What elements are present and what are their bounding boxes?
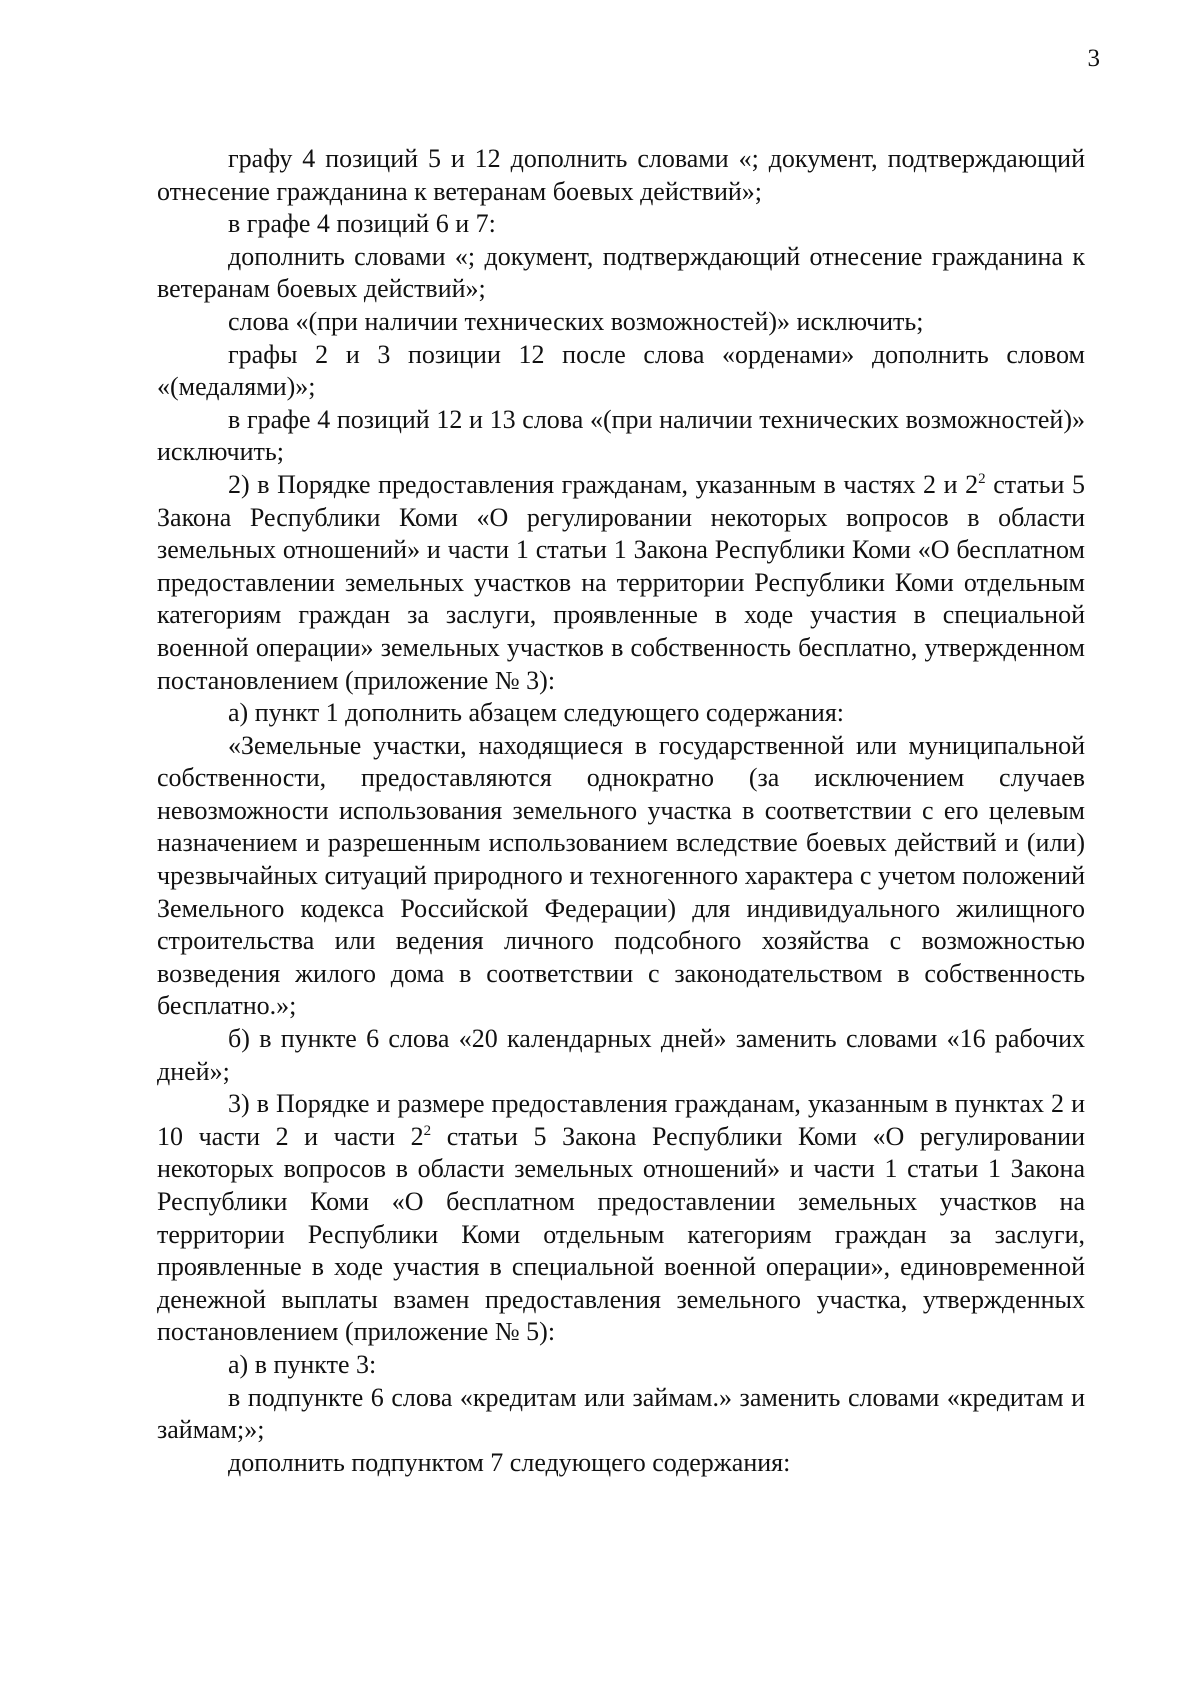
page-number: 3 [1087, 45, 1100, 72]
paragraph-item-2a: а) пункт 1 дополнить абзацем следующего содержания: [228, 698, 845, 728]
paragraph-add-document-words: дополнить словами «; документ, подтверждающий отнесение гражданина к ветеранам боевых действий»; [157, 241, 1085, 304]
paragraph-item-3 [157, 1088, 1085, 1349]
paragraph-item-2 [157, 469, 1085, 697]
paragraph-item-3a: а) в пункте 3: [228, 1349, 377, 1379]
paragraph-column4-positions-5-12: графу 4 позиций 5 и 12 дополнить словами «; документ, подтверждающий отнесение гражданина к ветеранам боевых действий»; [157, 144, 1085, 206]
paragraph-item-2b: б) в пункте 6 слова «20 календарных дней» заменить словами «16 рабочих дней»; [157, 1024, 1085, 1086]
paragraph-positions-12-13: в графе 4 позиций 12 и 13 слова «(при наличии технических возможностей)» исключить; [157, 404, 1085, 467]
item-3-text-start: 3) в Порядке и размере предоставления гражданам, указанным в пунктах 2 и 10 части 2 и части 2 [157, 1089, 1085, 1151]
paragraph-subitem-6: в подпункте 6 слова «кредитам или займам.» заменить словами «кредитам и займам;»; [157, 1382, 1085, 1445]
paragraph-medals: графы 2 и 3 позиции 12 после слова «орденами» дополнить словом «(медалями)»; [157, 339, 1085, 402]
item-2-text-start: 2) в Порядке предоставления гражданам, указанным в частях 2 и 2 [228, 469, 979, 499]
item-2-superscript: 2 [978, 470, 986, 487]
item-3-text-end: статьи 5 Закона Республики Коми «О регулировании некоторых вопросов в области земельных отношений» и части 1 статьи 1 Закона Республики Коми «О бесплатном предоставлении земельных участков на территории Республики Коми отдельным категориям граждан за заслуги, проявленные в ходе участия в специальной военной операции», единовременной денежной выплаты взамен предоставления земельного участка, утвержденных постановлением (приложение № 5): [157, 1121, 1085, 1347]
paragraph-exclude-technical-words: слова «(при наличии технических возможностей)» исключить; [228, 306, 924, 336]
document-body [157, 143, 1085, 1479]
item-3-superscript: 2 [423, 1122, 432, 1139]
paragraph-column4-positions-6-7: в графе 4 позиций 6 и 7: [228, 209, 496, 239]
paragraph-add-subitem-7: дополнить подпунктом 7 следующего содержания: [228, 1447, 791, 1477]
item-2-text-end: статьи 5 Закона Республики Коми «О регулировании некоторых вопросов в области земельных отношений» и части 1 статьи 1 Закона Республики Коми «О бесплатном предоставлении земельных участков на территории Республики Коми отдельным категориям граждан за заслуги, проявленные в ходе участия в специальной военной операции» земельных участков в собственность бесплатно, утвержденном постановлением (приложение № 3): [157, 469, 1085, 695]
paragraph-land-plots-quote: «Земельные участки, находящиеся в государственной или муниципальной собственности, предоставляются однократно (за исключением случаев невозможности использования земельного участка в соответствии с его целевым назначением и разрешенным использованием вследствие боевых действий и (или) чрезвычайных ситуаций природного и техногенного характера с учетом положений Земельного кодекса Российской Федерации) для индивидуального жилищного строительства или ведения личного подсобного хозяйства с возможностью возведения жилого дома в соответствии с законодательством в собственность бесплатно.»; [157, 730, 1085, 1021]
